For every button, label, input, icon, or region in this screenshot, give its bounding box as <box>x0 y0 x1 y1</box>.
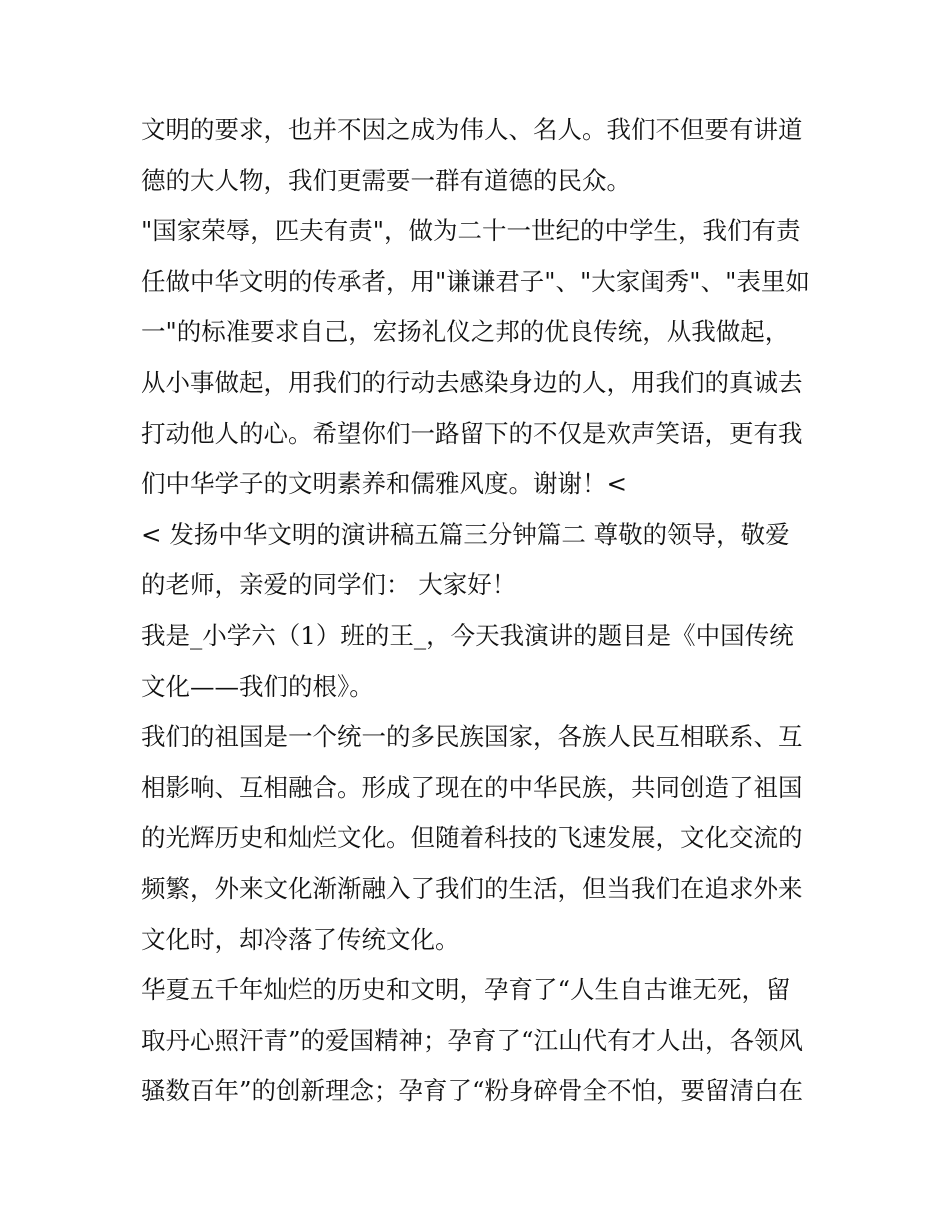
text-line: 我是_小学六（1）班的王_，今天我演讲的题目是《中国传统 <box>141 620 794 650</box>
text-line: 文明的要求，也并不因之成为伟人、名人。我们不但要有讲道 <box>141 115 803 144</box>
text-line: 相影响、互相融合。形成了现在的中华民族，共同创造了祖国 <box>141 772 803 802</box>
text-line: 频繁，外来文化渐渐融入了我们的生活，但当我们在追求外来 <box>141 873 803 903</box>
text-line: 我们的祖国是一个统一的多民族国家，各族人民互相联系、互 <box>141 722 803 752</box>
text-line: 华夏五千年灿烂的历史和文明，孕育了“人生自古谁无死，留 <box>141 975 791 1005</box>
text-line: < 发扬中华文明的演讲稿五篇三分钟篇二 尊敬的领导，敬爱 <box>141 519 790 549</box>
text-line: 德的大人物，我们更需要一群有道德的民众。 <box>141 165 631 195</box>
text-line: 从小事做起，用我们的行动去感染身边的人，用我们的真诚去 <box>141 367 803 397</box>
document-body <box>141 105 821 1117</box>
text-line: 文化——我们的根》。 <box>141 671 374 701</box>
text-line: 打动他人的心。希望你们一路留下的不仅是欢声笑语，更有我 <box>141 418 803 448</box>
text-line: 一"的标准要求自己，宏扬礼仪之邦的优良传统，从我做起， <box>141 317 790 347</box>
text-line: 的老师，亲爱的同学们： 大家好！ <box>141 570 517 600</box>
text-line: 们中华学子的文明素养和儒雅风度。谢谢！< <box>141 469 628 499</box>
text-line: "国家荣辱，匹夫有责"，做为二十一世纪的中学生，我们有责 <box>141 216 801 246</box>
text-line: 骚数百年”的创新理念；孕育了“粉身碎骨全不怕，要留清白在 <box>141 1076 804 1106</box>
text-line: 取丹心照汗青”的爱国精神；孕育了“江山代有才人出，各领风 <box>141 1025 804 1055</box>
text-line: 的光辉历史和灿烂文化。但随着科技的飞速发展，文化交流的 <box>141 823 803 853</box>
text-line: 文化时，却冷落了传统文化。 <box>141 924 460 954</box>
text-line: 任做中华文明的传承者，用"谦谦君子"、"大家闺秀"、"表里如 <box>141 266 810 296</box>
